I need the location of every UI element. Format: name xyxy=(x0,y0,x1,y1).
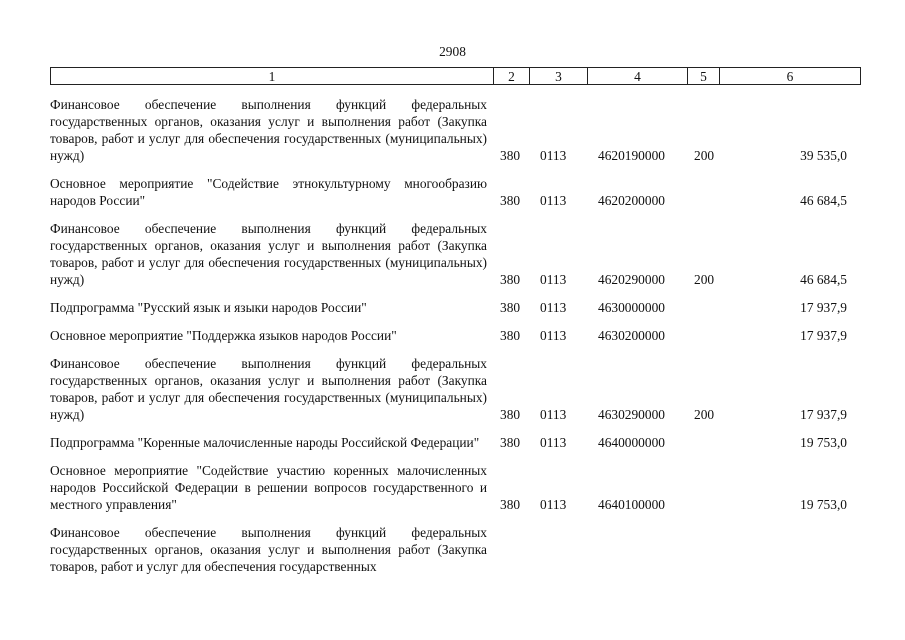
row-section-code: 0113 xyxy=(540,435,567,450)
row-target-article: 4630290000 xyxy=(598,407,665,422)
row-target-article: 4640100000 xyxy=(598,497,665,512)
row-description: Финансовое обеспечение выполнения функций федеральных государственных органов, оказания услуг и выполнения работ (Закупка товаров, работ и услуг для обеспечения государственных (муниципальных) нужд) xyxy=(50,356,487,422)
row-amount: 17 937,9 xyxy=(800,407,847,422)
budget-rows xyxy=(50,96,860,575)
row-ministry-code: 380 xyxy=(500,435,521,450)
row-section-code: 0113 xyxy=(540,148,567,163)
row-section-code: 0113 xyxy=(540,193,567,208)
column-header-row xyxy=(51,68,861,85)
row-description: Финансовое обеспечение выполнения функций федеральных государственных органов, оказания услуг и выполнения работ (Закупка товаров, работ и услуг для обеспечения государственных (муниципальных) нужд) xyxy=(50,221,487,287)
column-header-table xyxy=(50,67,861,85)
row-target-article: 4620200000 xyxy=(598,193,665,208)
table-row xyxy=(50,462,860,513)
row-ministry-code: 380 xyxy=(500,148,521,163)
row-target-article: 4620190000 xyxy=(598,148,665,163)
table-row xyxy=(50,299,860,316)
header-col-4: 4 xyxy=(588,68,688,85)
row-ministry-code: 380 xyxy=(500,497,521,512)
row-description: Основное мероприятие "Поддержка языков народов России" xyxy=(50,328,397,343)
header-col-3: 3 xyxy=(530,68,588,85)
header-col-2: 2 xyxy=(494,68,530,85)
row-description: Финансовое обеспечение выполнения функций федеральных государственных органов, оказания услуг и выполнения работ (Закупка товаров, работ и услуг для обеспечения государственных (муниципальных) нужд) xyxy=(50,97,487,163)
row-expense-type: 200 xyxy=(694,272,715,287)
row-section-code: 0113 xyxy=(540,497,567,512)
row-target-article: 4620290000 xyxy=(598,272,665,287)
table-row xyxy=(50,96,860,164)
table-row xyxy=(50,355,860,423)
row-amount: 46 684,5 xyxy=(800,193,847,208)
row-ministry-code: 380 xyxy=(500,193,521,208)
page-number: 2908 xyxy=(439,44,466,59)
row-ministry-code: 380 xyxy=(500,407,521,422)
table-row xyxy=(50,327,860,344)
row-expense-type: 200 xyxy=(694,407,715,422)
row-section-code: 0113 xyxy=(540,272,567,287)
row-target-article: 4640000000 xyxy=(598,435,665,450)
row-target-article: 4630200000 xyxy=(598,328,665,343)
row-target-article: 4630000000 xyxy=(598,300,665,315)
row-amount: 19 753,0 xyxy=(800,497,847,512)
row-description: Подпрограмма "Коренные малочисленные народы Российской Федерации" xyxy=(50,435,480,450)
row-section-code: 0113 xyxy=(540,407,567,422)
row-description: Основное мероприятие "Содействие участию коренных малочисленных народов Российской Федерации в решении вопросов государственного и местного управления" xyxy=(50,463,487,512)
table-row xyxy=(50,524,860,575)
row-amount: 17 937,9 xyxy=(800,300,847,315)
table-row xyxy=(50,434,860,451)
header-col-1: 1 xyxy=(51,68,494,85)
row-ministry-code: 380 xyxy=(500,328,521,343)
row-amount: 17 937,9 xyxy=(800,328,847,343)
header-col-5: 5 xyxy=(688,68,720,85)
row-description: Финансовое обеспечение выполнения функций федеральных государственных органов, оказания услуг и выполнения работ (Закупка товаров, работ и услуг для обеспечения государственных xyxy=(50,525,487,574)
header-col-6: 6 xyxy=(720,68,861,85)
row-section-code: 0113 xyxy=(540,328,567,343)
row-expense-type: 200 xyxy=(694,148,715,163)
row-amount: 46 684,5 xyxy=(800,272,847,287)
row-section-code: 0113 xyxy=(540,300,567,315)
table-row xyxy=(50,175,860,209)
row-amount: 39 535,0 xyxy=(800,148,847,163)
row-ministry-code: 380 xyxy=(500,272,521,287)
table-row xyxy=(50,220,860,288)
row-ministry-code: 380 xyxy=(500,300,521,315)
row-amount: 19 753,0 xyxy=(800,435,847,450)
row-description: Основное мероприятие "Содействие этнокультурному многообразию народов России" xyxy=(50,176,487,208)
row-description: Подпрограмма "Русский язык и языки народов России" xyxy=(50,300,367,315)
